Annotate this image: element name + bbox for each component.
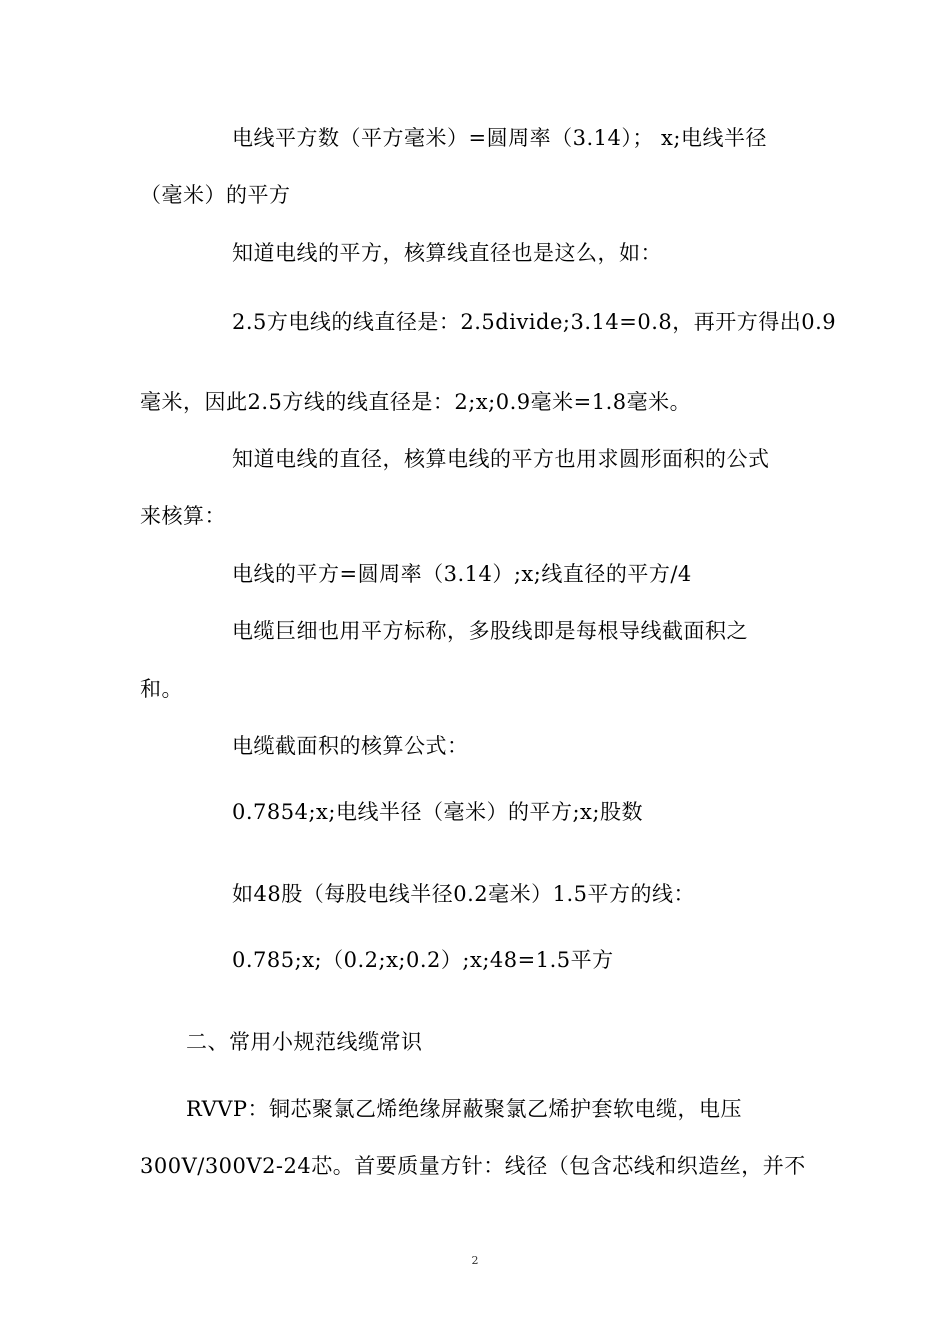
text-line: 300V/300V2-24芯。首要质量方针：线径（包含芯线和织造丝，并不 [140, 1154, 806, 1178]
text-line: 电缆截面积的核算公式： [232, 734, 469, 758]
text-line: RVVP：铜芯聚氯乙烯绝缘屏蔽聚氯乙烯护套软电缆，电压 [186, 1097, 743, 1121]
text-line: 电线的平方=圆周率（3.14）;x;线直径的平方/4 [232, 562, 692, 586]
text-line: 知道电线的直径，核算电线的平方也用求圆形面积的公式 [232, 447, 770, 471]
text-line: （毫米）的平方 [140, 183, 291, 207]
page-number: 2 [471, 1254, 479, 1267]
text-line: 和。 [140, 677, 183, 701]
text-line: 如48股（每股电线半径0.2毫米）1.5平方的线： [232, 882, 696, 906]
text-line: 0.785;x;（0.2;x;0.2）;x;48=1.5平方 [232, 948, 614, 972]
text-line: 知道电线的平方，核算线直径也是这么，如： [232, 241, 662, 265]
text-line: 2.5方电线的线直径是：2.5divide;3.14=0.8，再开方得出0.9 [232, 310, 837, 334]
text-line: 电缆巨细也用平方标称，多股线即是每根导线截面积之 [232, 619, 748, 643]
text-line: 0.7854;x;电线半径（毫米）的平方;x;股数 [232, 800, 643, 824]
text-line: 毫米，因此2.5方线的线直径是：2;x;0.9毫米=1.8毫米。 [140, 390, 692, 414]
section-heading: 二、常用小规范线缆常识 [186, 1030, 423, 1054]
text-line: 电线平方数（平方毫米）=圆周率（3.14）； x;电线半径 [232, 126, 767, 150]
text-line: 来核算： [140, 504, 226, 528]
